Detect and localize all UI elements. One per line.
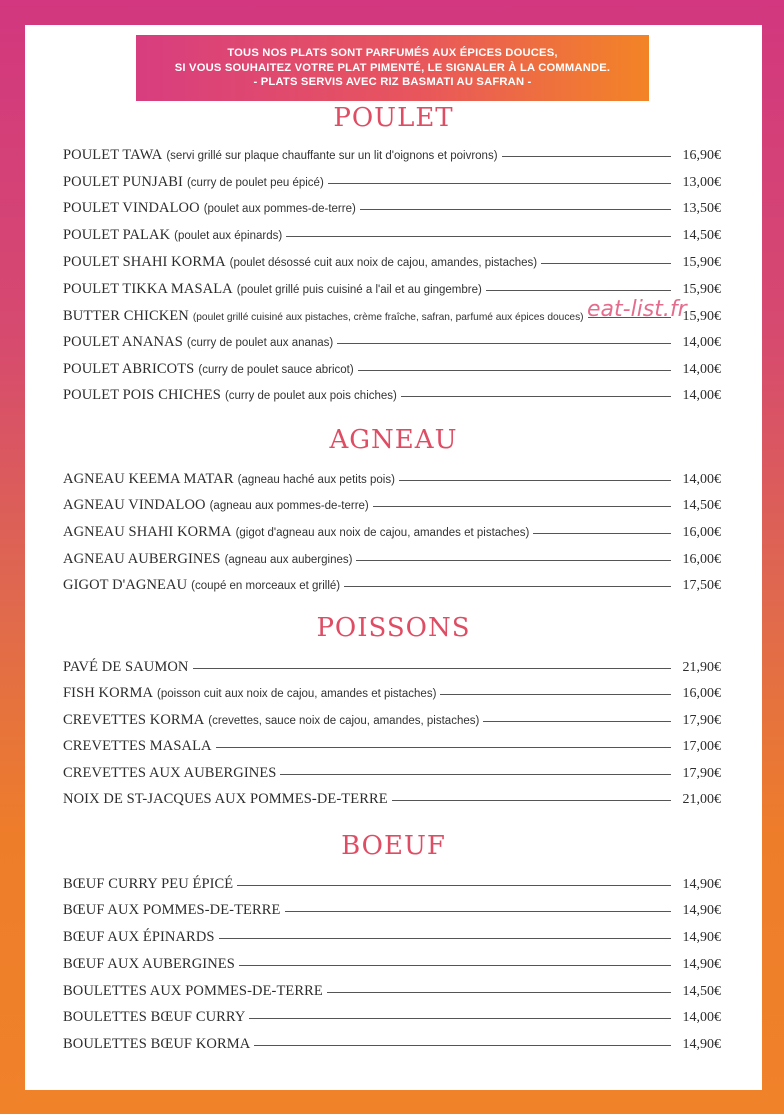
dot-leader (254, 1045, 671, 1046)
dish-name: BOULETTES BŒUF KORMA (63, 1036, 251, 1052)
dish-name: GIGOT D'AGNEAU (63, 577, 188, 593)
menu-item (63, 712, 721, 732)
dish-name: AGNEAU VINDALOO (63, 497, 206, 513)
dot-leader (216, 747, 671, 748)
dish-price: 14,50€ (682, 228, 721, 243)
dish-name: POULET SHAHI KORMA (63, 254, 226, 270)
dot-leader (533, 533, 671, 534)
dish-description: (agneau aux aubergines) (224, 554, 353, 566)
dish-description: (agneau haché aux petits pois) (237, 474, 395, 486)
dot-leader (193, 668, 672, 669)
dish-name: FISH KORMA (63, 685, 154, 701)
menu-item (63, 387, 721, 407)
dot-leader (392, 800, 671, 801)
dot-leader (541, 263, 671, 264)
dot-leader (358, 370, 671, 371)
menu-item (63, 577, 721, 597)
menu-item (63, 929, 721, 949)
dot-leader (337, 343, 671, 344)
dish-price: 14,00€ (682, 335, 721, 350)
banner-line-3: - PLATS SERVIS AVEC RIZ BASMATI AU SAFRAN - (253, 76, 532, 89)
dish-description: (curry de poulet aux pois chiches) (224, 390, 397, 402)
dish-price: 17,00€ (682, 739, 721, 754)
menu-item (63, 876, 721, 896)
dish-price: 14,50€ (682, 498, 721, 513)
dish-description: (coupé en morceaux et grillé) (191, 580, 341, 592)
dish-description: (poulet grillé cuisiné aux pistaches, crème fraîche, safran, parfumé aux épices douces) (192, 312, 584, 323)
dot-leader (401, 396, 671, 397)
menu-item (63, 791, 721, 811)
menu-item (63, 524, 721, 544)
menu-item (63, 254, 721, 274)
menu-item (63, 147, 721, 167)
dish-name: BŒUF AUX ÉPINARDS (63, 929, 215, 945)
dish-description: (agneau aux pommes-de-terre) (209, 500, 369, 512)
dish-name: CREVETTES KORMA (63, 712, 205, 728)
menu-item (63, 902, 721, 922)
dish-price: 14,00€ (682, 388, 721, 403)
spice-notice-banner (136, 35, 649, 101)
dish-name: AGNEAU KEEMA MATAR (63, 471, 234, 487)
dot-leader (373, 506, 671, 507)
dot-leader (328, 183, 671, 184)
watermark: eat-list.fr (587, 297, 687, 322)
dish-price: 14,90€ (682, 903, 721, 918)
dish-name: POULET ABRICOTS (63, 361, 195, 377)
dish-price: 14,90€ (682, 1037, 721, 1052)
menu-item (63, 685, 721, 705)
dish-name: NOIX DE ST-JACQUES AUX POMMES-DE-TERRE (63, 791, 388, 807)
dish-description: (curry de poulet peu épicé) (186, 177, 324, 189)
dish-name: POULET TAWA (63, 147, 163, 163)
menu-item (63, 1036, 721, 1056)
dish-name: POULET PALAK (63, 227, 171, 243)
menu-item (63, 738, 721, 758)
menu-item (63, 227, 721, 247)
dot-leader (237, 885, 671, 886)
dot-leader (344, 586, 671, 587)
dish-name: BOULETTES BŒUF CURRY (63, 1009, 246, 1025)
dot-leader (249, 1018, 671, 1019)
dish-price: 13,50€ (682, 201, 721, 216)
dot-leader (360, 209, 671, 210)
dish-price: 15,90€ (682, 309, 721, 324)
dot-leader (219, 938, 671, 939)
dot-leader (502, 156, 671, 157)
dish-description: (servi grillé sur plaque chauffante sur un lit d'oignons et poivrons) (166, 150, 498, 162)
dish-price: 17,50€ (682, 578, 721, 593)
dish-description: (gigot d'agneau aux noix de cajou, amandes et pistaches) (235, 527, 530, 539)
banner-line-1: TOUS NOS PLATS SONT PARFUMÉS AUX ÉPICES DOUCES, (227, 47, 558, 60)
dish-price: 14,90€ (682, 877, 721, 892)
menu-item (63, 174, 721, 194)
dot-leader (399, 480, 671, 481)
dish-name: CREVETTES MASALA (63, 738, 212, 754)
dish-price: 14,00€ (682, 472, 721, 487)
dish-name: POULET PUNJABI (63, 174, 183, 190)
dish-price: 21,00€ (682, 792, 721, 807)
dot-leader (285, 911, 671, 912)
dish-price: 21,90€ (682, 660, 721, 675)
menu-page (25, 25, 762, 1090)
dot-leader (483, 721, 671, 722)
dish-price: 17,90€ (682, 713, 721, 728)
dish-name: BŒUF AUX AUBERGINES (63, 956, 235, 972)
dish-name: AGNEAU SHAHI KORMA (63, 524, 232, 540)
section-title: AGNEAU (329, 425, 458, 455)
dish-name: CREVETTES AUX AUBERGINES (63, 765, 277, 781)
section-title: BOEUF (341, 831, 446, 861)
dish-price: 15,90€ (682, 282, 721, 297)
menu-item (63, 471, 721, 491)
menu-item (63, 361, 721, 381)
dish-price: 14,90€ (682, 930, 721, 945)
dish-name: BŒUF CURRY PEU ÉPICÉ (63, 876, 234, 892)
dot-leader (440, 694, 671, 695)
dish-description: (poulet désossé cuit aux noix de cajou, amandes, pistaches) (229, 257, 538, 269)
dish-name: POULET TIKKA MASALA (63, 281, 233, 297)
dish-description: (curry de poulet aux ananas) (186, 337, 334, 349)
dish-price: 14,50€ (682, 984, 721, 999)
dish-price: 15,90€ (682, 255, 721, 270)
dish-price: 14,00€ (682, 362, 721, 377)
dot-leader (239, 965, 671, 966)
dish-price: 16,00€ (682, 686, 721, 701)
menu-item (63, 497, 721, 517)
dish-name: POULET VINDALOO (63, 200, 200, 216)
dish-description: (poulet grillé puis cuisiné a l'ail et au gingembre) (236, 284, 482, 296)
dish-name: BŒUF AUX POMMES-DE-TERRE (63, 902, 281, 918)
dish-name: POULET ANANAS (63, 334, 183, 350)
menu-item (63, 200, 721, 220)
dish-price: 14,90€ (682, 957, 721, 972)
dish-price: 16,00€ (682, 525, 721, 540)
section-title: POISSONS (316, 613, 471, 643)
dish-description: (poulet aux pommes-de-terre) (203, 203, 356, 215)
dish-description: (poulet aux épinards) (174, 230, 283, 242)
dot-leader (327, 992, 671, 993)
menu-item (63, 983, 721, 1003)
dish-name: AGNEAU AUBERGINES (63, 551, 221, 567)
menu-item (63, 334, 721, 354)
menu-item (63, 551, 721, 571)
dish-price: 16,00€ (682, 552, 721, 567)
banner-line-2: SI VOUS SOUHAITEZ VOTRE PLAT PIMENTÉ, LE SIGNALER À LA COMMANDE. (174, 61, 611, 74)
dot-leader (356, 560, 671, 561)
dish-name: PAVÉ DE SAUMON (63, 659, 189, 675)
menu-item (63, 765, 721, 785)
dish-price: 14,00€ (682, 1010, 721, 1025)
dish-price: 17,90€ (682, 766, 721, 781)
dot-leader (486, 290, 671, 291)
dish-description: (poisson cuit aux noix de cajou, amandes et pistaches) (157, 688, 437, 700)
dish-name: POULET POIS CHICHES (63, 387, 221, 403)
dish-description: (curry de poulet sauce abricot) (198, 364, 354, 376)
menu-item (63, 659, 721, 679)
dish-name: BUTTER CHICKEN (63, 308, 189, 324)
dish-description: (crevettes, sauce noix de cajou, amandes, pistaches) (208, 715, 480, 727)
menu-item (63, 956, 721, 976)
menu-item (63, 1009, 721, 1029)
dish-name: BOULETTES AUX POMMES-DE-TERRE (63, 983, 323, 999)
dish-price: 16,90€ (682, 148, 721, 163)
section-title: POULET (333, 103, 454, 133)
dot-leader (286, 236, 671, 237)
dot-leader (280, 774, 671, 775)
dish-price: 13,00€ (682, 175, 721, 190)
